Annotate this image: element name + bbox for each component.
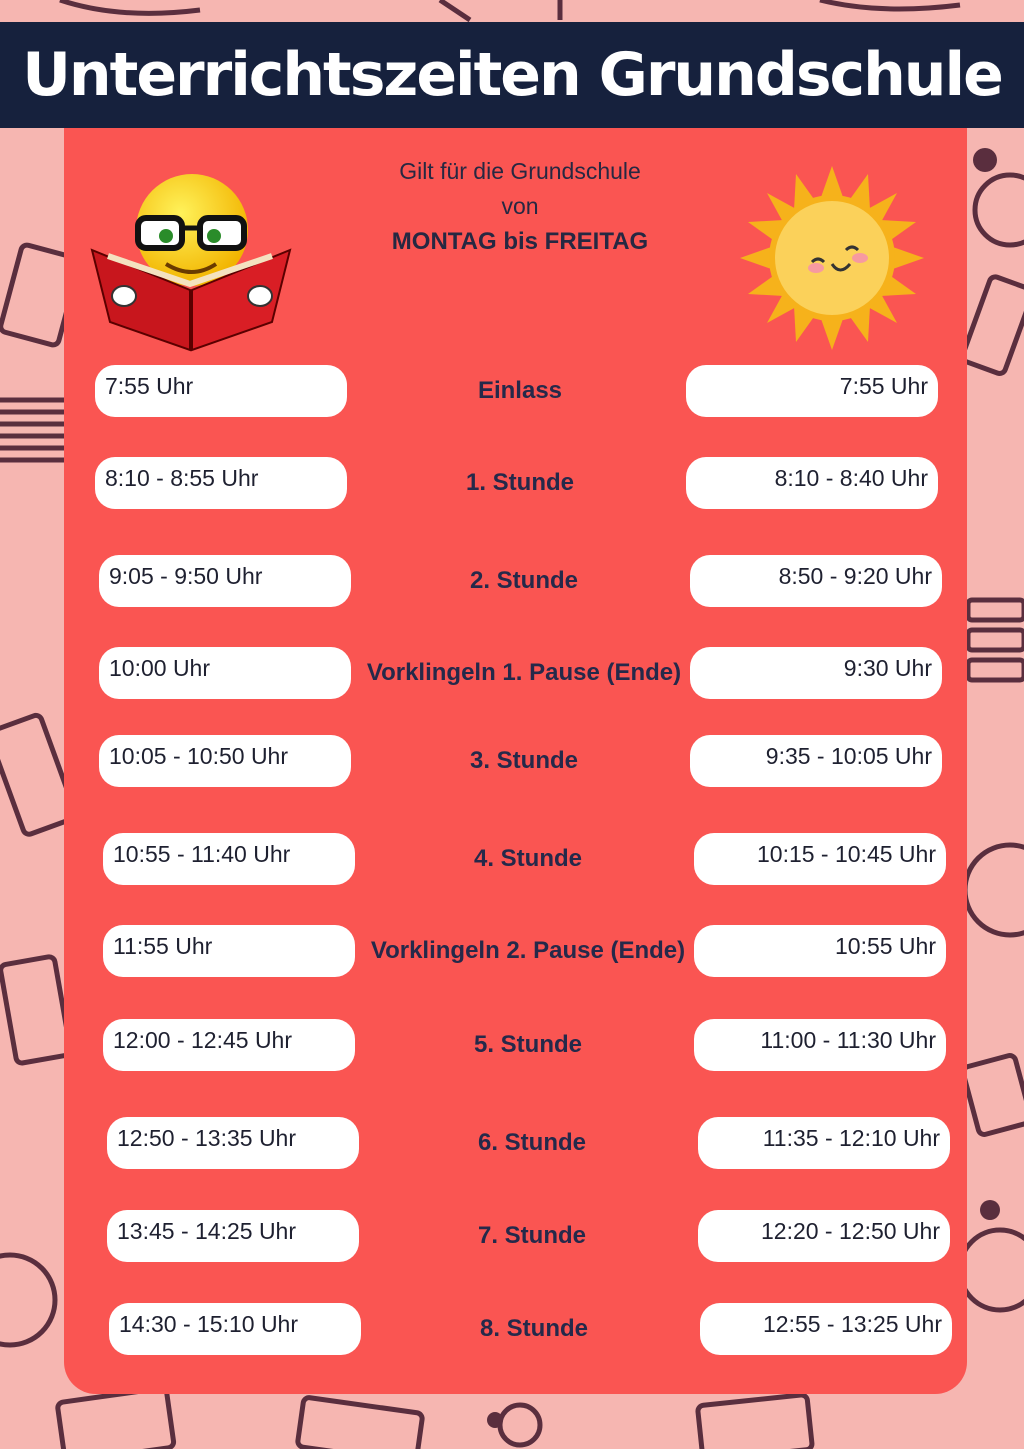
time-pill-left: 8:10 - 8:55 Uhr	[95, 457, 347, 509]
intro-line-3: MONTAG bis FREITAG	[391, 228, 649, 255]
time-pill-left: 7:55 Uhr	[95, 365, 347, 417]
time-pill-right: 10:55 Uhr	[694, 925, 946, 977]
title-bar	[0, 22, 1024, 128]
time-pill-right: 8:50 - 9:20 Uhr	[690, 555, 942, 607]
time-pill-right: 12:20 - 12:50 Uhr	[698, 1210, 950, 1262]
period-label: 8. Stunde	[479, 1315, 588, 1342]
period-label: 2. Stunde	[469, 567, 578, 594]
time-pill-left: 9:05 - 9:50 Uhr	[99, 555, 351, 607]
time-pill-left: 13:45 - 14:25 Uhr	[107, 1210, 359, 1262]
period-label: 1. Stunde	[465, 469, 574, 496]
reading-smiley-icon	[88, 172, 294, 352]
time-pill-left: 14:30 - 15:10 Uhr	[109, 1303, 361, 1355]
time-pill-right: 7:55 Uhr	[686, 365, 938, 417]
time-pill-right: 9:35 - 10:05 Uhr	[690, 735, 942, 787]
period-label: 3. Stunde	[469, 747, 578, 774]
time-pill-left: 12:50 - 13:35 Uhr	[107, 1117, 359, 1169]
time-pill-right: 10:15 - 10:45 Uhr	[694, 833, 946, 885]
time-pill-left: 11:55 Uhr	[103, 925, 355, 977]
intro-text	[320, 154, 720, 259]
time-pill-right: 11:00 - 11:30 Uhr	[694, 1019, 946, 1071]
period-label: Einlass	[477, 377, 563, 404]
period-label: Vorklingeln 2. Pause (Ende)	[370, 937, 686, 964]
time-pill-left: 12:00 - 12:45 Uhr	[103, 1019, 355, 1071]
period-label: Vorklingeln 1. Pause (Ende)	[366, 659, 682, 686]
intro-line-2: von	[501, 193, 539, 219]
page-title: Unterrichtszeiten Grundschule	[22, 40, 1002, 110]
period-label: 5. Stunde	[473, 1031, 582, 1058]
period-label: 7. Stunde	[477, 1222, 586, 1249]
period-label: 4. Stunde	[473, 845, 582, 872]
time-pill-right: 8:10 - 8:40 Uhr	[686, 457, 938, 509]
time-pill-right: 12:55 - 13:25 Uhr	[700, 1303, 952, 1355]
period-label: 6. Stunde	[477, 1129, 586, 1156]
time-pill-left: 10:55 - 11:40 Uhr	[103, 833, 355, 885]
time-pill-right: 11:35 - 12:10 Uhr	[698, 1117, 950, 1169]
time-pill-left: 10:00 Uhr	[99, 647, 351, 699]
sun-icon	[740, 166, 924, 350]
time-pill-left: 10:05 - 10:50 Uhr	[99, 735, 351, 787]
time-pill-right: 9:30 Uhr	[690, 647, 942, 699]
intro-line-1: Gilt für die Grundschule	[399, 158, 641, 184]
